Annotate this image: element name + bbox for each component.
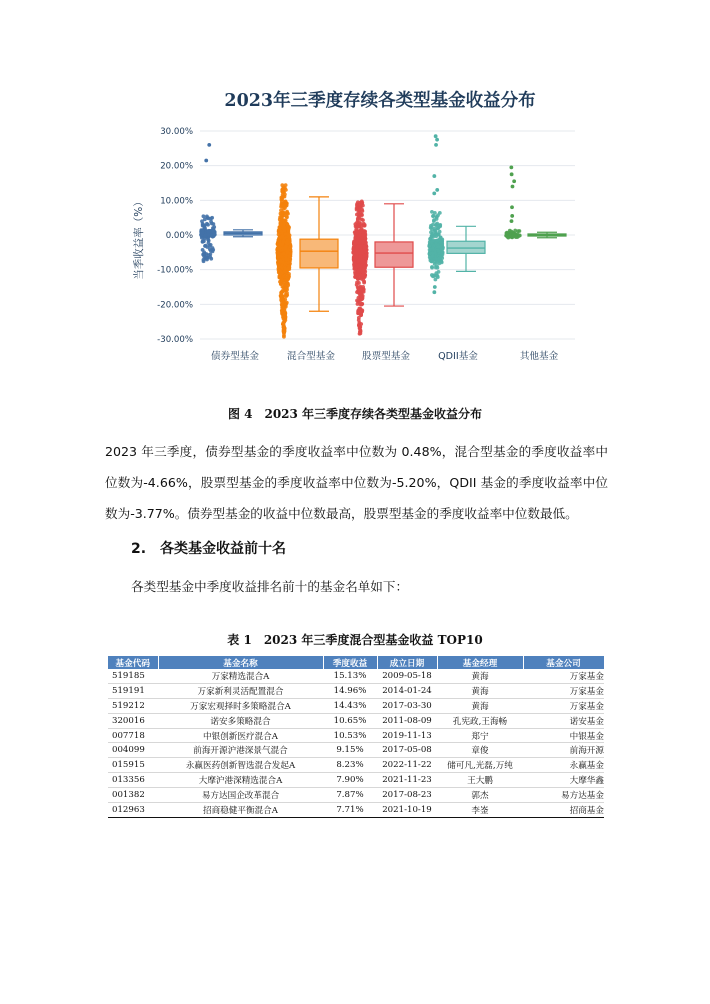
outlier-point bbox=[434, 143, 438, 147]
scatter-point bbox=[434, 257, 438, 261]
cell-code: 012963 bbox=[108, 803, 158, 818]
scatter-point bbox=[285, 222, 289, 226]
cell-manager: 黄海 bbox=[437, 698, 523, 713]
cell-return: 7.87% bbox=[323, 788, 377, 803]
table-header-row bbox=[108, 656, 604, 669]
cell-manager: 王大鹏 bbox=[437, 773, 523, 788]
table-row bbox=[108, 683, 604, 698]
scatter-point bbox=[438, 224, 442, 228]
cell-company: 大摩华鑫 bbox=[523, 773, 604, 788]
cell-manager: 黄海 bbox=[437, 669, 523, 683]
outlier-point bbox=[204, 159, 208, 163]
scatter-point bbox=[287, 274, 291, 278]
cell-manager: 郭杰 bbox=[437, 788, 523, 803]
scatter-point bbox=[287, 227, 291, 231]
scatter-point bbox=[278, 269, 282, 273]
cell-code: 519191 bbox=[108, 683, 158, 698]
scatter-point bbox=[437, 238, 441, 242]
cell-code: 001382 bbox=[108, 788, 158, 803]
scatter-point bbox=[278, 229, 282, 233]
scatter-point bbox=[283, 266, 287, 270]
scatter-point bbox=[281, 188, 285, 192]
y-tick-label: 20.00% bbox=[160, 161, 193, 172]
cell-company: 永赢基金 bbox=[523, 758, 604, 773]
header-fund-code: 基金代码 bbox=[108, 656, 158, 669]
scatter-point bbox=[282, 327, 286, 331]
cell-return: 14.43% bbox=[323, 698, 377, 713]
scatter-point bbox=[360, 218, 364, 222]
table-row bbox=[108, 698, 604, 713]
y-tick-label: 0.00% bbox=[165, 231, 193, 241]
scatter-point bbox=[428, 248, 432, 252]
scatter-point bbox=[364, 249, 368, 253]
cell-return: 7.71% bbox=[323, 803, 377, 818]
outlier-point bbox=[510, 214, 514, 218]
scatter-point bbox=[353, 230, 357, 234]
scatter-point bbox=[283, 203, 287, 207]
cell-date: 2011-08-09 bbox=[377, 713, 437, 728]
scatter-point bbox=[278, 274, 282, 278]
cell-code: 004099 bbox=[108, 743, 158, 758]
scatter-point bbox=[431, 214, 435, 218]
scatter-point bbox=[206, 233, 210, 237]
cell-return: 7.90% bbox=[323, 773, 377, 788]
cell-manager: 黄海 bbox=[437, 683, 523, 698]
scatter-point bbox=[201, 240, 205, 244]
outlier-point bbox=[509, 166, 513, 170]
cell-company: 万家基金 bbox=[523, 669, 604, 683]
scatter-point bbox=[279, 213, 283, 217]
scatter-point bbox=[280, 290, 284, 294]
box-iqr bbox=[447, 241, 485, 253]
scatter-point bbox=[359, 205, 363, 209]
cell-company: 万家基金 bbox=[523, 683, 604, 698]
scatter-point bbox=[282, 320, 286, 324]
cell-name: 诺安多策略混合 bbox=[158, 713, 323, 728]
section-heading: 2. 各类基金收益前十名 bbox=[131, 541, 287, 557]
scatter-point bbox=[285, 250, 289, 254]
scatter-point bbox=[360, 209, 364, 213]
scatter-point bbox=[361, 239, 365, 243]
scatter-point bbox=[441, 246, 445, 250]
scatter-point bbox=[359, 254, 363, 258]
cell-name: 中银创新医疗混合A bbox=[158, 728, 323, 743]
series-2 bbox=[351, 200, 368, 336]
scatter-point bbox=[435, 274, 439, 278]
scatter-point bbox=[356, 290, 360, 294]
scatter-point bbox=[361, 289, 365, 293]
scatter-point bbox=[434, 229, 438, 233]
cell-manager: 章俊 bbox=[437, 743, 523, 758]
scatter-point bbox=[358, 302, 362, 306]
top10-table bbox=[108, 656, 605, 818]
box-iqr bbox=[300, 239, 338, 268]
cell-name: 大摩沪港深精选混合A bbox=[158, 773, 323, 788]
scatter-point bbox=[202, 258, 206, 262]
fund-return-box-chart bbox=[0, 0, 710, 400]
scatter-point bbox=[357, 270, 361, 274]
cell-return: 14.96% bbox=[323, 683, 377, 698]
scatter-point bbox=[431, 274, 435, 278]
cell-name: 万家宏观择时多策略混合A bbox=[158, 698, 323, 713]
scatter-point bbox=[284, 183, 288, 187]
scatter-point bbox=[280, 303, 284, 307]
scatter-point bbox=[207, 230, 211, 234]
cell-company: 中银基金 bbox=[523, 728, 604, 743]
scatter-point bbox=[202, 214, 206, 218]
series-1 bbox=[275, 183, 292, 338]
scatter-point bbox=[285, 239, 289, 243]
scatter-point bbox=[200, 219, 204, 223]
header-quarter-return: 季度收益 bbox=[323, 656, 377, 669]
outlier-point bbox=[510, 219, 514, 223]
scatter-point bbox=[283, 312, 287, 316]
analysis-paragraph: 2023 年三季度，债券型基金的季度收益率中位数为 0.48%，混合型基金的季度收益率中位数为-4.66%，股票型基金的季度收益率中位数为-5.20%，QDII 基金的季度收益率中位数为-3.77%。债券型基金的收益中位数最高，股票型基金的季度收益率中位数最低。 bbox=[105, 444, 608, 521]
cell-name: 万家精选混合A bbox=[158, 669, 323, 683]
scatter-point bbox=[441, 250, 445, 254]
y-tick-label: -30.00% bbox=[157, 335, 193, 345]
scatter-point bbox=[363, 246, 367, 250]
scatter-point bbox=[362, 280, 366, 284]
y-axis-label: 当季收益率（%） bbox=[133, 196, 145, 280]
cell-name: 招商稳健平衡混合A bbox=[158, 803, 323, 818]
scatter-point bbox=[209, 249, 213, 253]
scatter-point bbox=[206, 238, 210, 242]
scatter-point bbox=[357, 231, 361, 235]
scatter-point bbox=[360, 213, 364, 217]
scatter-point bbox=[281, 235, 285, 239]
cell-date: 2017-05-08 bbox=[377, 743, 437, 758]
scatter-point bbox=[427, 244, 431, 248]
scatter-point bbox=[516, 229, 520, 233]
cell-date: 2019-11-13 bbox=[377, 728, 437, 743]
cell-date: 2021-11-23 bbox=[377, 773, 437, 788]
outlier-point bbox=[432, 290, 436, 294]
outlier-point bbox=[510, 205, 514, 209]
scatter-point bbox=[205, 215, 209, 219]
scatter-point bbox=[281, 297, 285, 301]
scatter-point bbox=[284, 287, 288, 291]
scatter-point bbox=[210, 222, 214, 226]
cell-manager: 李崟 bbox=[437, 803, 523, 818]
table-row bbox=[108, 713, 604, 728]
scatter-point bbox=[285, 215, 289, 219]
scatter-point bbox=[285, 211, 289, 215]
y-tick-label: 10.00% bbox=[160, 196, 193, 207]
chart-title: 2023年三季度存续各类型基金收益分布 bbox=[224, 91, 536, 111]
scatter-point bbox=[358, 325, 362, 329]
cell-return: 8.23% bbox=[323, 758, 377, 773]
scatter-point bbox=[435, 217, 439, 221]
header-inception-date: 成立日期 bbox=[377, 656, 437, 669]
scatter-point bbox=[284, 188, 288, 192]
cell-return: 10.65% bbox=[323, 713, 377, 728]
scatter-point bbox=[430, 234, 434, 238]
scatter-point bbox=[430, 228, 434, 232]
scatter-point bbox=[431, 239, 435, 243]
cell-manager: 郑宁 bbox=[437, 728, 523, 743]
scatter-point bbox=[363, 236, 367, 240]
scatter-point bbox=[436, 245, 440, 249]
cell-company: 前海开源 bbox=[523, 743, 604, 758]
scatter-point bbox=[280, 200, 284, 204]
table-caption: 表 1 2023 年三季度混合型基金收益 TOP10 bbox=[227, 633, 483, 647]
table-row bbox=[108, 728, 604, 743]
scatter-point bbox=[284, 293, 288, 297]
cell-code: 519212 bbox=[108, 698, 158, 713]
scatter-point bbox=[207, 253, 211, 257]
scatter-point bbox=[355, 299, 359, 303]
scatter-point bbox=[284, 247, 288, 251]
scatter-point bbox=[363, 223, 367, 227]
header-fund-company: 基金公司 bbox=[523, 656, 604, 669]
table-row bbox=[108, 743, 604, 758]
outlier-point bbox=[435, 188, 439, 192]
cell-manager: 储可凡,光磊,万纯 bbox=[437, 758, 523, 773]
scatter-point bbox=[285, 281, 289, 285]
x-category-label: 债券型基金 bbox=[211, 351, 259, 362]
cell-code: 519185 bbox=[108, 669, 158, 683]
cell-code: 013356 bbox=[108, 773, 158, 788]
cell-company: 易方达基金 bbox=[523, 788, 604, 803]
outlier-point bbox=[432, 192, 436, 196]
cell-date: 2022-11-22 bbox=[377, 758, 437, 773]
scatter-point bbox=[209, 217, 213, 221]
cell-company: 诺安基金 bbox=[523, 713, 604, 728]
intro-text: 各类型基金中季度收益排名前十的基金名单如下： bbox=[131, 579, 409, 594]
cell-name: 永赢医药创新智选混合发起A bbox=[158, 758, 323, 773]
scatter-point bbox=[361, 285, 365, 289]
cell-company: 招商基金 bbox=[523, 803, 604, 818]
table-row bbox=[108, 669, 604, 683]
cell-return: 9.15% bbox=[323, 743, 377, 758]
figure-caption: 图 4 2023 年三季度存续各类型基金收益分布 bbox=[227, 407, 483, 421]
scatter-point bbox=[282, 194, 286, 198]
scatter-point bbox=[279, 222, 283, 226]
series-4 bbox=[504, 166, 521, 240]
scatter-point bbox=[362, 260, 366, 264]
header-fund-manager: 基金经理 bbox=[437, 656, 523, 669]
scatter-point bbox=[365, 255, 369, 259]
outlier-point bbox=[433, 285, 437, 289]
outlier-point bbox=[207, 143, 211, 147]
cell-name: 易方达国企改革混合 bbox=[158, 788, 323, 803]
scatter-point bbox=[287, 254, 291, 258]
cell-date: 2021-10-19 bbox=[377, 803, 437, 818]
outlier-point bbox=[434, 134, 438, 138]
scatter-point bbox=[282, 252, 286, 256]
scatter-point bbox=[204, 244, 208, 248]
y-tick-label: -20.00% bbox=[157, 300, 193, 311]
cell-date: 2014-01-24 bbox=[377, 683, 437, 698]
scatter-point bbox=[211, 230, 215, 234]
scatter-point bbox=[512, 234, 516, 238]
cell-return: 15.13% bbox=[323, 669, 377, 683]
scatter-point bbox=[357, 238, 361, 242]
scatter-point bbox=[356, 200, 360, 204]
scatter-point bbox=[357, 318, 361, 322]
scatter-point bbox=[358, 311, 362, 315]
scatter-point bbox=[281, 285, 285, 289]
scatter-point bbox=[355, 283, 359, 287]
scatter-point bbox=[287, 233, 291, 237]
scatter-point bbox=[361, 274, 365, 278]
scatter-point bbox=[356, 277, 360, 281]
scatter-point bbox=[430, 210, 434, 214]
outlier-point bbox=[512, 179, 516, 183]
table-row bbox=[108, 758, 604, 773]
scatter-point bbox=[277, 265, 281, 269]
scatter-point bbox=[430, 265, 434, 269]
scatter-point bbox=[361, 296, 365, 300]
scatter-point bbox=[363, 265, 367, 269]
scatter-point bbox=[431, 251, 435, 255]
header-fund-name: 基金名称 bbox=[158, 656, 323, 669]
scatter-point bbox=[280, 183, 284, 187]
cell-manager: 孔宪政,王海畅 bbox=[437, 713, 523, 728]
table-row bbox=[108, 773, 604, 788]
scatter-point bbox=[355, 247, 359, 251]
scatter-point bbox=[201, 223, 205, 227]
cell-code: 015915 bbox=[108, 758, 158, 773]
scatter-point bbox=[355, 255, 359, 259]
scatter-point bbox=[289, 245, 293, 249]
scatter-point bbox=[430, 259, 434, 263]
table-row bbox=[108, 788, 604, 803]
series-0 bbox=[199, 143, 216, 263]
scatter-point bbox=[508, 234, 512, 238]
x-category-label: 股票型基金 bbox=[362, 351, 410, 362]
cell-name: 前海开源沪港深景气混合 bbox=[158, 743, 323, 758]
cell-name: 万家新利灵活配置混合 bbox=[158, 683, 323, 698]
outlier-point bbox=[435, 138, 439, 142]
cell-code: 320016 bbox=[108, 713, 158, 728]
x-category-label: 混合型基金 bbox=[287, 351, 335, 362]
y-tick-label: 30.00% bbox=[160, 127, 193, 137]
x-category-label: 其他基金 bbox=[519, 351, 559, 362]
cell-code: 007718 bbox=[108, 728, 158, 743]
box-iqr bbox=[375, 242, 413, 267]
scatter-point bbox=[357, 211, 361, 215]
scatter-point bbox=[282, 219, 286, 223]
outlier-point bbox=[432, 174, 436, 178]
cell-date: 2009-05-18 bbox=[377, 669, 437, 683]
scatter-point bbox=[287, 266, 291, 270]
cell-return: 10.53% bbox=[323, 728, 377, 743]
scatter-point bbox=[282, 335, 286, 339]
scatter-point bbox=[282, 257, 286, 261]
scatter-point bbox=[282, 229, 286, 233]
scatter-point bbox=[440, 260, 444, 264]
scatter-point bbox=[436, 213, 440, 217]
scatter-point bbox=[360, 201, 364, 205]
table-row bbox=[108, 803, 604, 818]
outlier-point bbox=[511, 185, 515, 189]
outlier-point bbox=[510, 172, 514, 176]
scatter-point bbox=[356, 225, 360, 229]
cell-date: 2017-03-30 bbox=[377, 698, 437, 713]
x-category-label: QDII基金 bbox=[438, 351, 478, 362]
scatter-point bbox=[208, 244, 212, 248]
cell-date: 2017-08-23 bbox=[377, 788, 437, 803]
cell-company: 万家基金 bbox=[523, 698, 604, 713]
scatter-point bbox=[358, 332, 362, 336]
scatter-point bbox=[277, 254, 281, 258]
scatter-point bbox=[363, 230, 367, 234]
scatter-point bbox=[203, 252, 207, 256]
y-tick-label: -10.00% bbox=[157, 265, 193, 276]
scatter-point bbox=[357, 215, 361, 219]
scatter-point bbox=[436, 249, 440, 253]
